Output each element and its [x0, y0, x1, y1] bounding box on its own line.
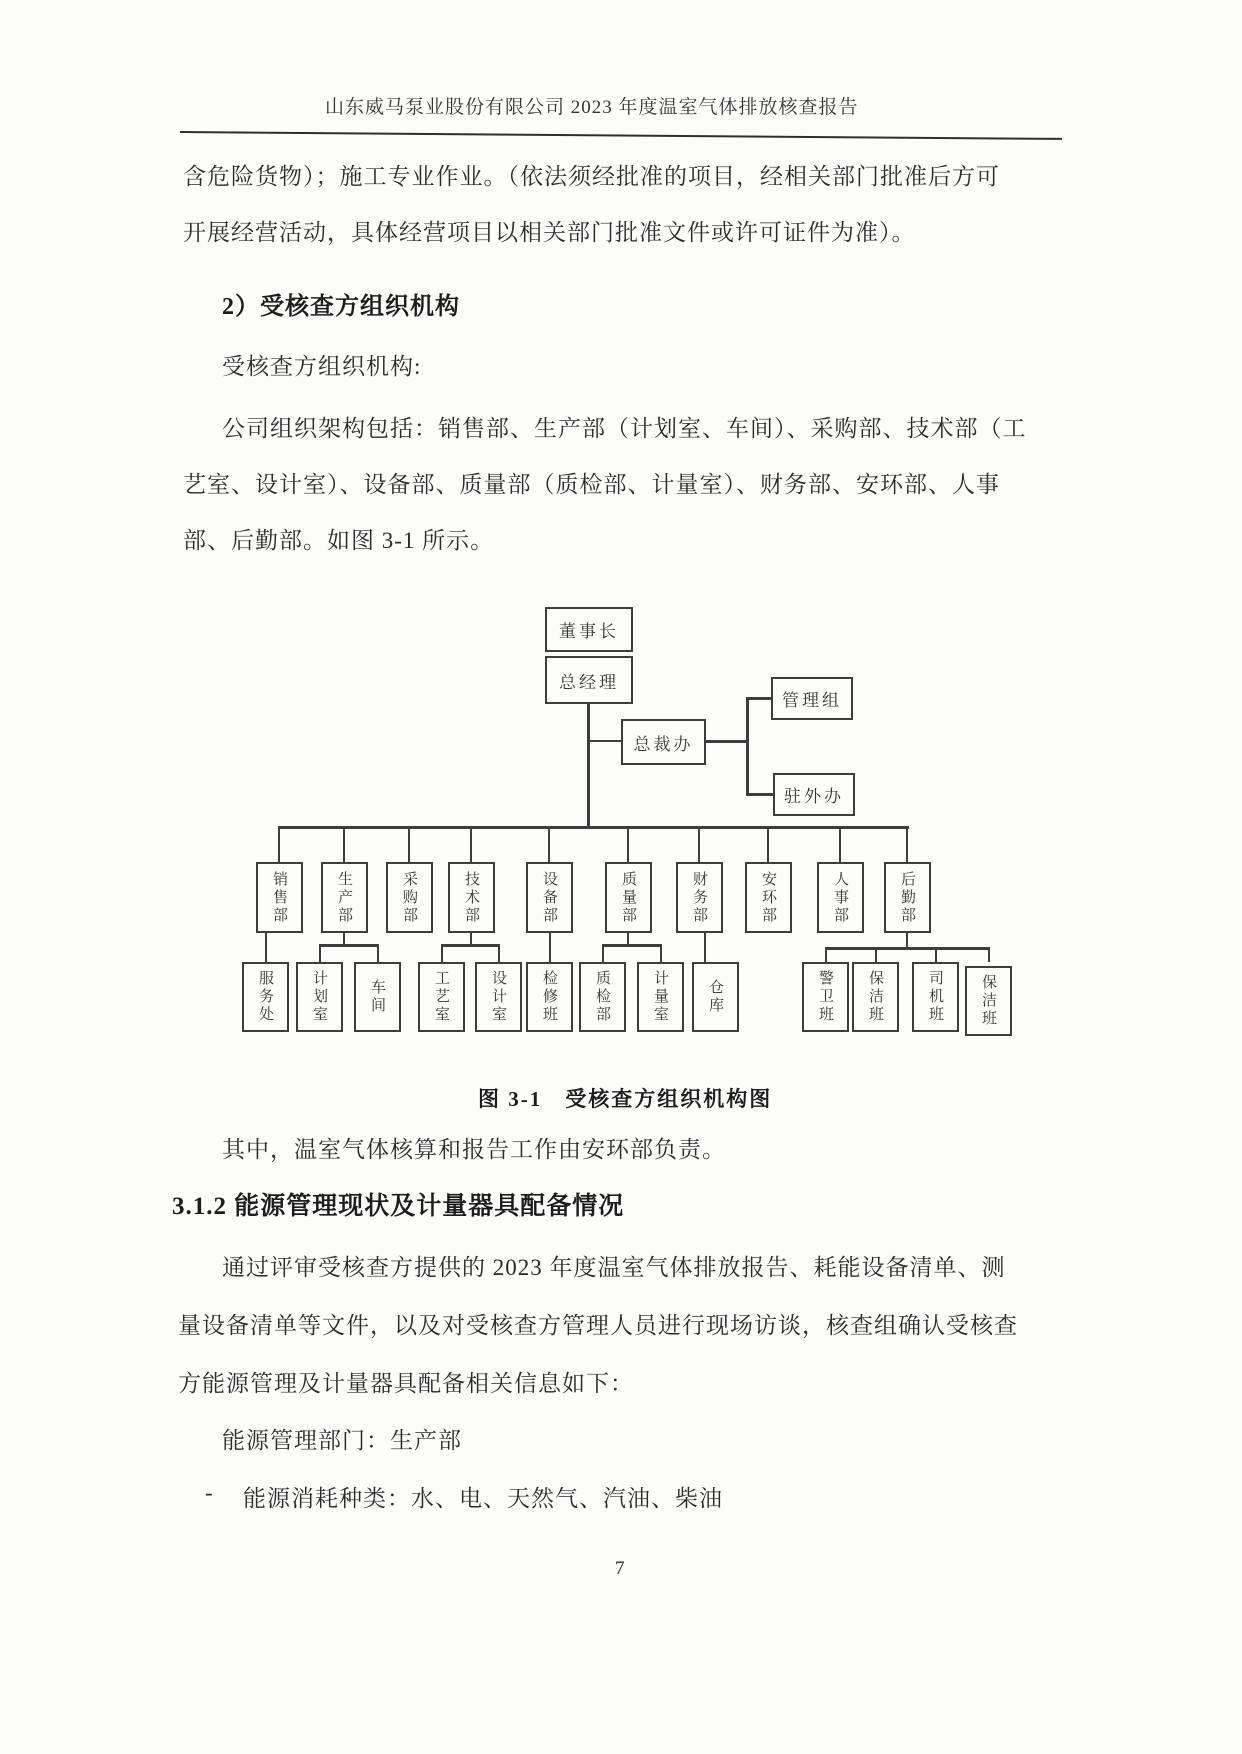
org-box-president-office: 总裁办: [621, 719, 706, 765]
paragraph-line: 方能源管理及计量器具配备相关信息如下：: [178, 1371, 634, 1396]
connector-line: [441, 946, 443, 962]
org-box-sub-service-office: 服务处: [242, 962, 289, 1032]
org-box-chairman: 董事长: [545, 607, 633, 652]
paragraph-line: 其中，温室气体核算和报告工作由安环部负责。: [222, 1137, 726, 1162]
connector-line: [265, 933, 267, 962]
connector-line: [589, 740, 621, 742]
org-box-overseas-office: 驻外办: [773, 773, 855, 816]
connector-line: [343, 827, 345, 863]
org-box-dept-quality: 质量部: [605, 862, 652, 933]
org-box-sub-design-room: 设计室: [475, 962, 522, 1032]
paragraph-line: 部、后勤部。如图 3-1 所示。: [183, 528, 495, 553]
connector-line: [441, 944, 500, 947]
section-heading-2: 2）受核查方组织机构: [222, 294, 460, 320]
connector-line: [602, 946, 604, 962]
header-rule: [180, 131, 1062, 140]
org-box-dept-production: 生产部: [321, 862, 368, 933]
connector-line: [875, 949, 877, 962]
org-box-sub-planning-room: 计划室: [296, 962, 343, 1032]
connector-line: [825, 949, 827, 962]
org-box-sub-cleaning-team-2: 保洁班: [965, 966, 1012, 1036]
org-box-dept-safety-env: 安环部: [745, 862, 792, 933]
org-box-sub-cleaning-team-1: 保洁班: [852, 962, 899, 1032]
paragraph-line: 通过评审受核查方提供的 2023 年度温室气体排放报告、耗能设备清单、测: [222, 1255, 1006, 1280]
paragraph-line: 含危险货物）；施工专业作业。（依法须经批准的项目，经相关部门批准后方可: [183, 164, 1000, 189]
paragraph-line: 公司组织架构包括：销售部、生产部（计划室、车间）、采购部、技术部（工: [222, 416, 1027, 441]
connector-line: [549, 933, 551, 962]
org-box-sub-metrology-room: 计量室: [637, 962, 684, 1032]
connector-line: [278, 826, 909, 829]
org-box-sub-warehouse: 仓库: [692, 962, 739, 1032]
org-box-dept-sales: 销售部: [256, 862, 303, 933]
connector-line: [627, 827, 629, 863]
connector-line: [377, 946, 379, 962]
org-box-dept-equipment: 设备部: [526, 862, 573, 933]
org-box-sub-guard-team: 警卫班: [802, 962, 849, 1032]
connector-line: [470, 827, 472, 863]
org-box-sub-workshop: 车间: [354, 962, 401, 1032]
connector-line: [706, 740, 748, 743]
org-box-sub-maintenance-team: 检修班: [526, 962, 573, 1032]
paragraph-line: 能源消耗种类：水、电、天然气、汽油、柴油: [243, 1486, 723, 1511]
org-box-sub-driver-team: 司机班: [912, 962, 959, 1032]
connector-line: [746, 697, 772, 700]
org-box-sub-process-room: 工艺室: [418, 962, 465, 1032]
connector-line: [548, 827, 550, 863]
org-box-sub-inspection-dept: 质检部: [579, 962, 626, 1032]
list-dash: -: [205, 1480, 214, 1505]
connector-line: [278, 827, 280, 863]
connector-line: [746, 697, 749, 796]
figure-caption: 图 3-1 受核查方组织机构图: [478, 1087, 773, 1111]
connector-line: [498, 946, 500, 962]
paragraph-line: 开展经营活动，具体经营项目以相关部门批准文件或许可证件为准）。: [183, 220, 916, 245]
connector-line: [319, 946, 321, 962]
connector-line: [906, 827, 908, 863]
connector-line: [408, 827, 410, 863]
connector-line: [988, 949, 990, 962]
connector-line: [935, 949, 937, 962]
header-title: 山东威马泵业股份有限公司 2023 年度温室气体排放核查报告: [325, 97, 859, 118]
org-box-general-manager: 总经理: [545, 656, 633, 704]
paragraph-line: 受核查方组织机构:: [222, 354, 422, 379]
connector-line: [767, 827, 769, 863]
org-box-dept-technology: 技术部: [448, 862, 495, 933]
paragraph-line: 量设备清单等文件，以及对受核查方管理人员进行现场访谈，核查组确认受核查: [178, 1313, 1018, 1338]
paragraph-line: 艺室、设计室）、设备部、质量部（质检部、计量室）、财务部、安环部、人事: [183, 472, 1000, 497]
org-box-dept-purchasing: 采购部: [386, 862, 433, 933]
section-heading-312: 3.1.2 能源管理现状及计量器具配备情况: [172, 1193, 625, 1220]
org-box-dept-hr: 人事部: [817, 862, 864, 933]
paragraph-line: 能源管理部门：生产部: [222, 1428, 462, 1453]
connector-line: [704, 933, 706, 962]
connector-line: [602, 944, 662, 947]
connector-line: [587, 704, 590, 829]
connector-line: [825, 947, 990, 950]
org-box-dept-logistics: 后勤部: [884, 862, 931, 933]
connector-line: [839, 827, 841, 863]
connector-line: [698, 827, 700, 863]
connector-line: [319, 944, 379, 947]
connector-line: [746, 793, 774, 796]
org-box-dept-finance: 财务部: [676, 862, 723, 933]
page-number: 7: [615, 1558, 626, 1579]
org-box-management-group: 管理组: [771, 677, 853, 720]
connector-line: [660, 946, 662, 962]
